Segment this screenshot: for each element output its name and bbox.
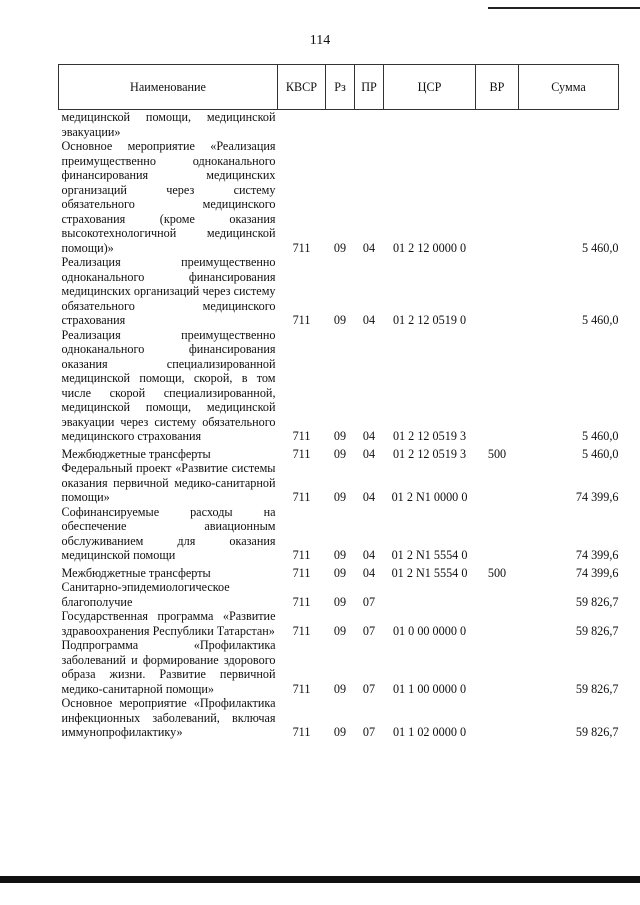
row-kvsr: 711	[292, 594, 311, 609]
row-csr	[384, 580, 476, 609]
table-row	[59, 328, 619, 444]
row-vr	[476, 139, 519, 255]
row-sum: 74 399,6	[575, 490, 619, 504]
row-kvsr: 711	[292, 681, 311, 696]
row-rz: 09	[333, 681, 347, 696]
row-name: Софинансируемые расходы на обеспечение авиационным обслуживанием для оказания медицинской помощи	[61, 504, 276, 562]
row-name: Межбюджетные трансферты	[61, 565, 211, 580]
row-sum: 5 460,0	[581, 240, 619, 255]
row-rz: 09	[333, 240, 347, 255]
row-name: Подпрограмма «Профилактика заболеваний и формирование здорового образа жизни. Развитие первичной медико-санитарной помощи»	[61, 638, 276, 696]
row-name: Государственная программа «Развитие здравоохранения Республики Татарстан»	[61, 609, 276, 638]
row-vr	[476, 110, 519, 140]
row-kvsr: 711	[292, 240, 311, 255]
row-csr: 01 2 12 0519 3	[392, 446, 467, 461]
row-sum: 59 826,7	[575, 623, 619, 638]
row-pr: 07	[362, 623, 376, 638]
budget-table	[58, 64, 619, 740]
row-kvsr: 711	[292, 565, 311, 580]
table-row	[59, 563, 619, 581]
row-pr: 07	[362, 681, 376, 696]
row-sum	[519, 110, 619, 140]
header-vr: ВР	[476, 65, 519, 110]
row-vr	[476, 696, 519, 740]
table-row	[59, 444, 619, 462]
row-vr	[476, 609, 519, 638]
row-pr: 04	[362, 446, 376, 461]
row-rz: 09	[333, 313, 347, 327]
row-pr: 04	[362, 565, 376, 580]
row-vr	[476, 505, 519, 563]
row-pr: 04	[362, 548, 376, 562]
table-row	[59, 461, 619, 505]
row-kvsr: 711	[292, 490, 311, 504]
header-csr: ЦСР	[384, 65, 476, 110]
row-name: Основное мероприятие «Реализация преимущественно одноканального финансирования медицинских организаций через систему обязательного медицинского страхования (кроме оказания высокотехнологичной медицинской помощи)»	[61, 139, 276, 255]
row-sum: 5 460,0	[581, 446, 619, 461]
row-pr: 04	[362, 429, 376, 443]
row-name: Реализация преимущественно одноканального финансирования оказания специализированной медицинской помощи, скорой, в том числе скорой специализированной, медицинской помощи, медицинской эвакуации через систему обязательного медицинского страхования	[61, 327, 276, 443]
row-rz: 09	[333, 490, 347, 504]
row-name: медицинской помощи, медицинской эвакуации»	[61, 110, 276, 139]
row-kvsr: 711	[292, 725, 311, 739]
row-rz: 09	[333, 446, 347, 461]
row-sum: 59 826,7	[575, 725, 619, 739]
row-name: Основное мероприятие «Профилактика инфекционных заболеваний, включая иммунопрофилактику»	[61, 696, 276, 739]
row-kvsr: 711	[292, 446, 311, 461]
row-vr	[476, 638, 519, 696]
row-sum: 59 826,7	[575, 681, 619, 696]
row-kvsr: 711	[292, 623, 311, 638]
row-vr	[476, 461, 519, 505]
page-number: 114	[309, 33, 331, 48]
row-csr: 01 2 N1 5554 0	[391, 565, 468, 580]
table-header-row	[59, 65, 619, 110]
row-csr: 01 2 N1 5554 0	[391, 548, 468, 562]
row-sum: 5 460,0	[581, 313, 619, 327]
row-name: Санитарно-эпидемиологическое благополучие	[61, 580, 230, 609]
row-kvsr	[278, 110, 326, 140]
table-row	[59, 110, 619, 140]
row-pr: 07	[362, 594, 376, 609]
row-rz	[326, 110, 355, 140]
row-csr	[384, 110, 476, 140]
row-csr: 01 0 00 0000 0	[392, 623, 467, 638]
row-name: Межбюджетные трансферты	[61, 446, 211, 461]
row-vr	[476, 580, 519, 609]
row-pr: 07	[362, 725, 376, 739]
row-name: Федеральный проект «Развитие системы оказания первичной медико-санитарной помощи»	[61, 461, 276, 504]
row-rz: 09	[333, 725, 347, 739]
row-rz: 09	[333, 548, 347, 562]
table-row	[59, 609, 619, 638]
row-kvsr: 711	[292, 313, 311, 327]
row-sum: 5 460,0	[581, 429, 619, 443]
table-row	[59, 696, 619, 740]
row-vr: 500	[487, 565, 507, 580]
table-row	[59, 580, 619, 609]
row-rz: 09	[333, 429, 347, 443]
row-csr: 01 2 12 0519 0	[392, 313, 467, 327]
row-vr	[476, 255, 519, 328]
row-pr	[355, 110, 384, 140]
row-kvsr: 711	[292, 429, 311, 443]
header-sum: Сумма	[519, 65, 619, 110]
row-csr: 01 2 12 0000 0	[392, 240, 467, 255]
row-sum: 74 399,6	[575, 565, 619, 580]
row-rz: 09	[333, 594, 347, 609]
table-row	[59, 139, 619, 255]
row-pr: 04	[362, 240, 376, 255]
row-name: Реализация преимущественно одноканального финансирования медицинских организаций через систему обязательного медицинского страхования	[61, 255, 276, 327]
row-csr: 01 2 N1 0000 0	[391, 490, 468, 504]
table-row	[59, 505, 619, 563]
row-pr: 04	[362, 490, 376, 504]
row-csr: 01 2 12 0519 3	[392, 429, 467, 443]
row-rz: 09	[333, 623, 347, 638]
row-sum: 59 826,7	[575, 594, 619, 609]
header-rz: Рз	[326, 65, 355, 110]
header-kvsr: КВСР	[278, 65, 326, 110]
row-kvsr: 711	[292, 548, 311, 562]
bottom-edge-bar	[0, 876, 640, 883]
row-vr: 500	[487, 446, 507, 461]
header-pr: ПР	[355, 65, 384, 110]
row-rz: 09	[333, 565, 347, 580]
table-row	[59, 255, 619, 328]
row-pr: 04	[362, 313, 376, 327]
top-edge-line	[488, 7, 640, 9]
row-csr: 01 1 00 0000 0	[392, 681, 467, 696]
table-row	[59, 638, 619, 696]
row-vr	[476, 328, 519, 444]
row-csr: 01 1 02 0000 0	[392, 725, 467, 739]
row-sum: 74 399,6	[575, 548, 619, 562]
header-name: Наименование	[59, 65, 278, 110]
